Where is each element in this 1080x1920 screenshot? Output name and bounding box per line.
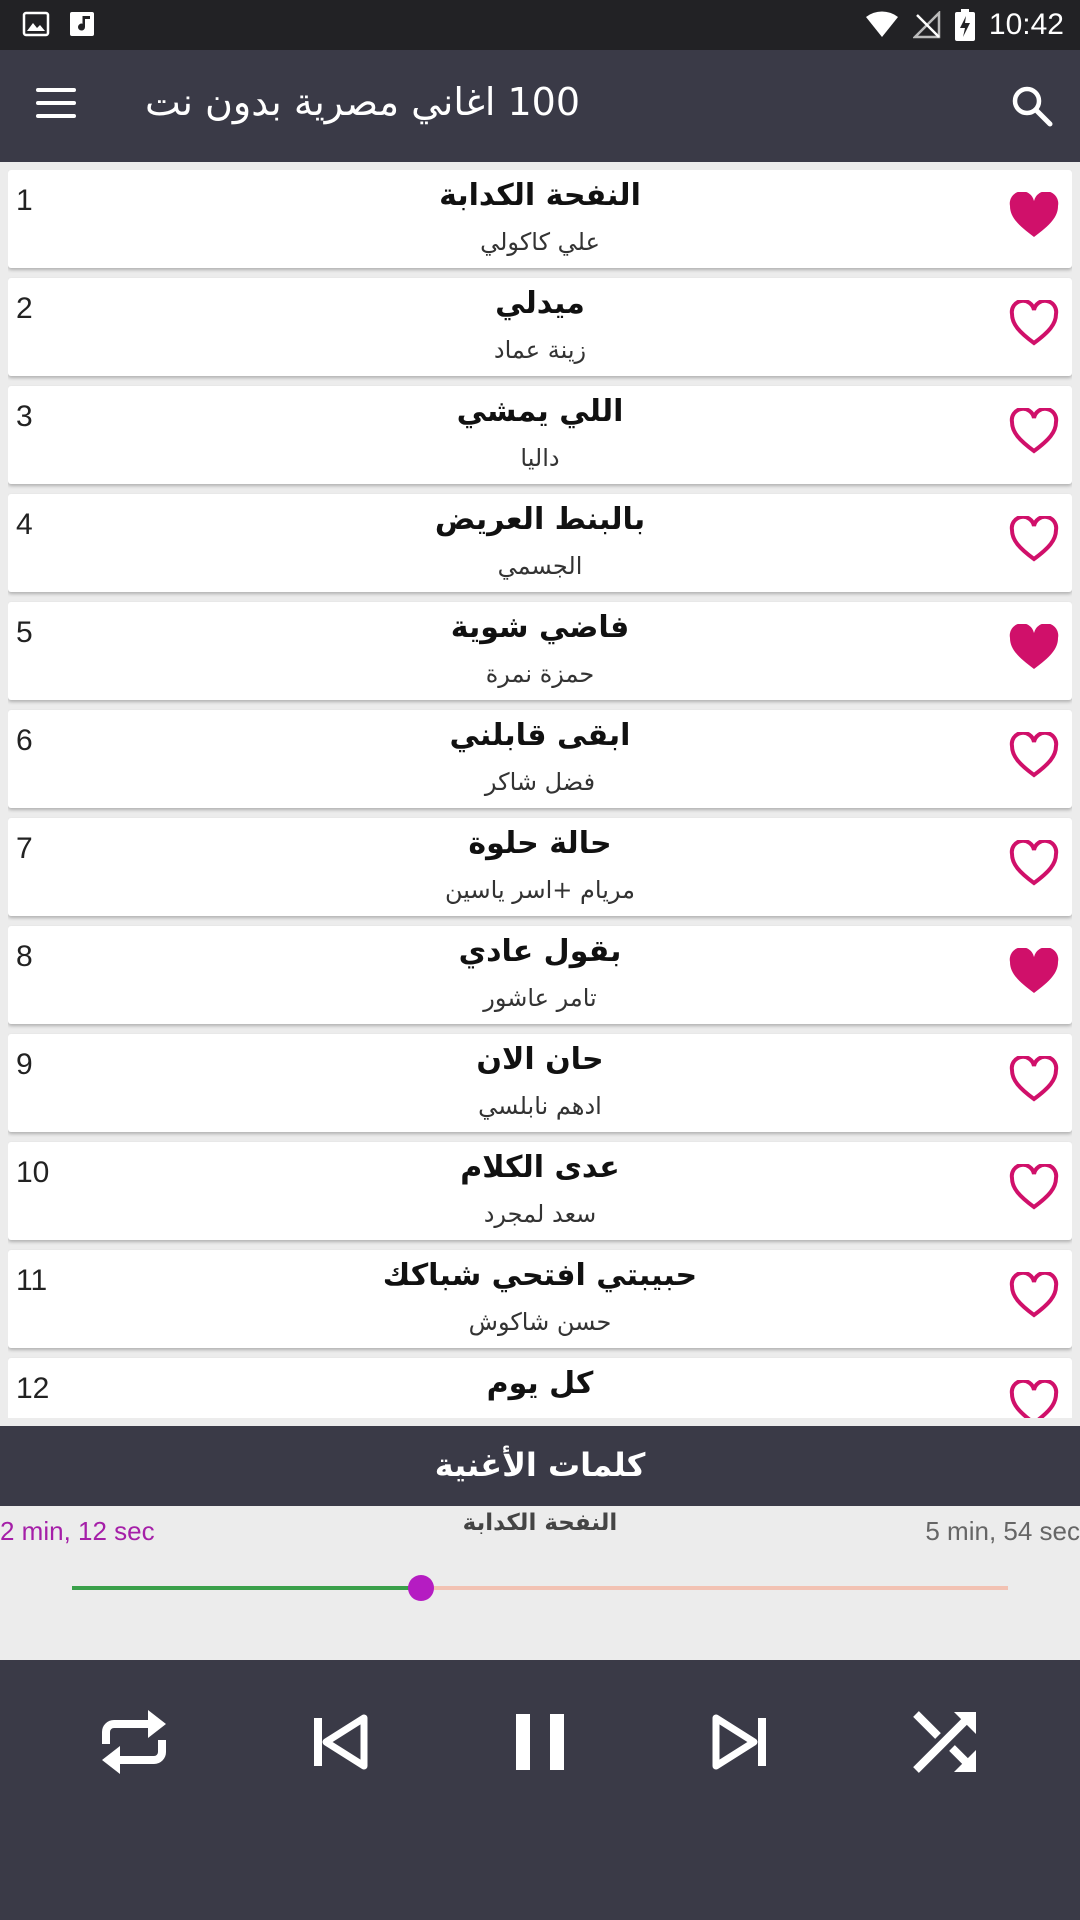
song-artist: حسن شاكوش — [468, 1308, 612, 1336]
heart-outline-icon[interactable] — [1008, 732, 1060, 780]
song-list[interactable] — [8, 170, 1072, 1418]
heart-outline-icon[interactable] — [1008, 300, 1060, 348]
song-number: 9 — [16, 1048, 33, 1081]
song-title: حان الان — [476, 1042, 604, 1077]
search-icon[interactable] — [1010, 84, 1054, 128]
seek-bar[interactable] — [72, 1586, 1008, 1590]
skip-next-icon[interactable] — [700, 1700, 784, 1784]
song-title: حالة حلوة — [468, 826, 612, 861]
song-number: 5 — [16, 616, 33, 649]
song-artist: تامر عاشور — [483, 984, 597, 1012]
heart-outline-icon[interactable] — [1008, 516, 1060, 564]
song-artist: حمزة نمرة — [485, 660, 595, 688]
total-duration: 5 min, 54 sec — [925, 1516, 1080, 1546]
heart-filled-icon[interactable] — [1008, 948, 1060, 996]
status-notifications — [22, 10, 96, 38]
app-bar — [0, 50, 1080, 162]
song-title: بالبنط العريض — [434, 502, 646, 537]
song-number: 3 — [16, 400, 33, 433]
song-artist: فضل شاكر — [484, 768, 596, 796]
heart-filled-icon[interactable] — [1008, 624, 1060, 672]
seek-bar-thumb[interactable] — [408, 1575, 434, 1601]
song-number: 12 — [16, 1372, 50, 1405]
player-controls — [0, 1660, 1080, 1920]
wifi-icon — [865, 11, 899, 39]
song-number: 10 — [16, 1156, 50, 1189]
app-title: 100 اغاني مصرية بدون نت — [145, 80, 580, 124]
song-title: ميدلي — [495, 286, 585, 321]
status-time: 10:42 — [988, 8, 1064, 41]
song-row[interactable] — [8, 494, 1072, 592]
song-title: ابقى قابلني — [449, 718, 631, 753]
song-artist: علي كاكولي — [480, 228, 600, 256]
player-progress — [0, 1506, 1080, 1660]
heart-outline-icon[interactable] — [1008, 408, 1060, 456]
now-playing-title: النفحة الكدابة — [462, 1510, 618, 1536]
pause-icon[interactable] — [498, 1700, 582, 1784]
elapsed-time: 2 min, 12 sec — [0, 1516, 155, 1546]
song-number: 4 — [16, 508, 33, 541]
song-row[interactable] — [8, 818, 1072, 916]
song-title: حبيبتي افتحي شباكك — [382, 1258, 698, 1293]
lyrics-button[interactable]: كلمات الأغنية — [0, 1426, 1080, 1506]
song-row[interactable] — [8, 926, 1072, 1024]
menu-icon[interactable] — [36, 88, 76, 124]
song-title: فاضي شوية — [450, 610, 630, 645]
song-artist: سعد لمجرد — [483, 1200, 597, 1228]
heart-filled-icon[interactable] — [1008, 192, 1060, 240]
song-title: كل يوم — [486, 1366, 594, 1401]
song-row[interactable] — [8, 170, 1072, 268]
heart-outline-icon[interactable] — [1008, 1272, 1060, 1320]
song-number: 6 — [16, 724, 33, 757]
song-artist: ادهم نابلسي — [478, 1092, 602, 1120]
song-row[interactable] — [8, 1034, 1072, 1132]
song-title: النفحة الكدابة — [439, 178, 641, 213]
song-row[interactable] — [8, 278, 1072, 376]
song-row[interactable] — [8, 1358, 1072, 1418]
no-signal-icon — [913, 11, 941, 39]
shuffle-icon[interactable] — [904, 1700, 988, 1784]
heart-outline-icon[interactable] — [1008, 1056, 1060, 1104]
heart-outline-icon[interactable] — [1008, 840, 1060, 888]
heart-outline-icon[interactable] — [1008, 1380, 1060, 1418]
battery-charging-icon — [955, 9, 975, 41]
status-system-icons — [865, 0, 1064, 50]
song-title: عدى الكلام — [460, 1150, 620, 1185]
song-artist: الجسمي — [497, 552, 583, 580]
status-bar — [0, 0, 1080, 50]
song-row[interactable] — [8, 602, 1072, 700]
heart-outline-icon[interactable] — [1008, 1164, 1060, 1212]
song-title: بقول عادي — [458, 934, 622, 969]
song-title: اللي يمشي — [456, 394, 624, 429]
song-number: 7 — [16, 832, 33, 865]
song-row[interactable] — [8, 1142, 1072, 1240]
song-number: 2 — [16, 292, 33, 325]
skip-previous-icon[interactable] — [296, 1700, 380, 1784]
song-artist: داليا — [520, 444, 560, 472]
song-number: 1 — [16, 184, 33, 217]
song-row[interactable] — [8, 386, 1072, 484]
song-number: 11 — [16, 1264, 48, 1297]
song-artist: زينة عماد — [493, 336, 587, 364]
song-row[interactable] — [8, 710, 1072, 808]
image-notification-icon — [22, 10, 50, 38]
repeat-icon[interactable] — [92, 1700, 176, 1784]
seek-bar-progress — [72, 1586, 421, 1590]
song-artist: مريام +اسر ياسين — [445, 876, 635, 904]
music-notification-icon — [68, 10, 96, 38]
song-row[interactable] — [8, 1250, 1072, 1348]
song-number: 8 — [16, 940, 33, 973]
